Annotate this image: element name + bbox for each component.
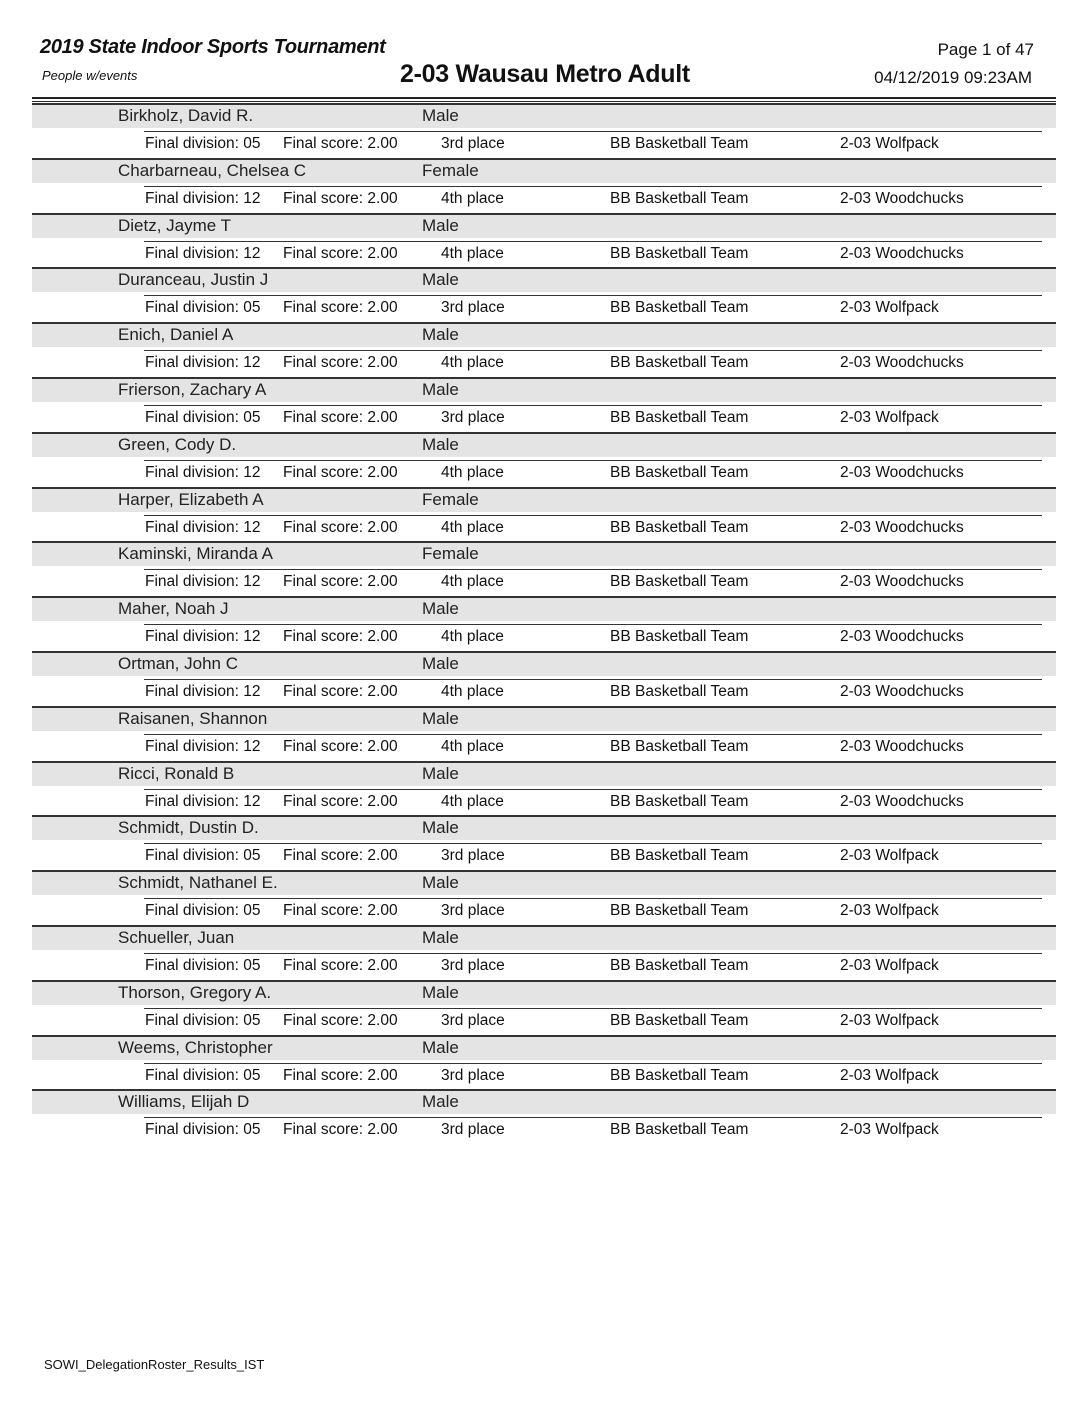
tournament-title: 2019 State Indoor Sports Tournament: [40, 36, 386, 58]
event-name: BB Basketball Team: [610, 1011, 749, 1029]
person-gender: Male: [422, 818, 459, 838]
score-label: Final score:: [283, 463, 368, 481]
score-label: Final score:: [283, 628, 368, 646]
division-label: Final division:: [145, 956, 244, 974]
place: 4th place: [441, 573, 504, 591]
division-label: Final division:: [145, 1121, 244, 1139]
score-label: Final score:: [283, 135, 368, 152]
list-item: [32, 980, 1056, 1035]
person-row: [32, 103, 1056, 128]
person-gender: Male: [422, 708, 459, 728]
person-row: [32, 322, 1056, 347]
event-name: BB Basketball Team: [610, 628, 749, 646]
event-name: BB Basketball Team: [610, 682, 749, 700]
person-gender: Male: [422, 599, 459, 619]
event-name: BB Basketball Team: [610, 244, 749, 262]
event-name: BB Basketball Team: [610, 189, 749, 207]
person-name: Charbarneau, Chelsea C: [118, 160, 307, 180]
event-divider: [144, 898, 1042, 899]
place: 3rd place: [441, 956, 505, 974]
final-score: [283, 902, 398, 920]
score-value: 2.00: [367, 1066, 398, 1084]
team-name: 2-03 Woodchucks: [840, 573, 964, 591]
final-division: [145, 847, 260, 865]
score-value: 2.00: [367, 1011, 398, 1029]
final-division: [145, 957, 260, 975]
person-gender: Male: [422, 1037, 459, 1057]
list-item: [32, 870, 1056, 925]
event-divider: [144, 295, 1042, 296]
event-name: BB Basketball Team: [610, 1066, 749, 1084]
person-gender: Male: [422, 927, 459, 947]
final-division: [145, 738, 260, 756]
division-label: Final division:: [145, 902, 244, 920]
division-value: 05: [243, 902, 261, 920]
place: 3rd place: [441, 1011, 505, 1029]
event-divider: [144, 734, 1042, 735]
place: 3rd place: [441, 408, 505, 426]
list-item: [32, 267, 1056, 322]
event-row: [32, 1008, 1056, 1032]
event-divider: [144, 350, 1042, 351]
event-row: [32, 241, 1056, 265]
event-row: [32, 515, 1056, 539]
person-row: [32, 541, 1056, 566]
roster-list: [32, 103, 1056, 1144]
final-score: [283, 409, 398, 427]
division-value: 12: [243, 682, 261, 700]
score-value: 2.00: [367, 682, 398, 700]
final-score: [283, 847, 398, 865]
event-name: BB Basketball Team: [610, 792, 749, 810]
event-row: [32, 569, 1056, 593]
event-divider: [144, 789, 1042, 790]
event-name: BB Basketball Team: [610, 737, 749, 755]
final-score: [283, 1121, 398, 1139]
place: 4th place: [441, 682, 504, 700]
final-score: [283, 464, 398, 482]
person-row: [32, 267, 1056, 292]
team-name: 2-03 Wolfpack: [840, 1121, 939, 1139]
event-row: [32, 789, 1056, 813]
event-name: BB Basketball Team: [610, 573, 749, 591]
division-value: 12: [243, 573, 261, 591]
event-name: BB Basketball Team: [610, 354, 749, 372]
team-name: 2-03 Woodchucks: [840, 244, 964, 262]
person-row: [32, 213, 1056, 238]
event-divider: [144, 953, 1042, 954]
score-value: 2.00: [367, 518, 398, 536]
event-divider: [144, 624, 1042, 625]
team-name: 2-03 Woodchucks: [840, 682, 964, 700]
place: 3rd place: [441, 135, 505, 152]
person-gender: Male: [422, 379, 459, 399]
team-name: 2-03 Woodchucks: [840, 189, 964, 207]
person-row: [32, 432, 1056, 457]
person-name: Ortman, John C: [118, 653, 238, 673]
final-division: [145, 573, 260, 591]
person-gender: Male: [422, 434, 459, 454]
event-name: BB Basketball Team: [610, 299, 749, 317]
score-value: 2.00: [367, 792, 398, 810]
place: 4th place: [441, 628, 504, 646]
score-value: 2.00: [367, 135, 398, 152]
event-row: [32, 679, 1056, 703]
division-value: 12: [243, 354, 261, 372]
event-name: BB Basketball Team: [610, 135, 749, 152]
place: 4th place: [441, 518, 504, 536]
team-name: 2-03 Wolfpack: [840, 956, 939, 974]
division-value: 12: [243, 628, 261, 646]
person-gender: Male: [422, 215, 459, 235]
score-label: Final score:: [283, 573, 368, 591]
person-name: Williams, Elijah D: [118, 1092, 250, 1112]
place: 4th place: [441, 189, 504, 207]
person-gender: Male: [422, 270, 459, 290]
header-rule-secondary: [32, 101, 1056, 102]
list-item: [32, 596, 1056, 651]
list-item: [32, 651, 1056, 706]
place: 4th place: [441, 354, 504, 372]
division-value: 05: [243, 299, 261, 317]
division-label: Final division:: [145, 792, 244, 810]
score-value: 2.00: [367, 189, 398, 207]
person-name: Duranceau, Justin J: [118, 270, 269, 290]
person-row: [32, 487, 1056, 512]
person-row: [32, 925, 1056, 950]
division-label: Final division:: [145, 244, 244, 262]
score-label: Final score:: [283, 956, 368, 974]
event-name: BB Basketball Team: [610, 956, 749, 974]
score-value: 2.00: [367, 902, 398, 920]
list-item: [32, 1089, 1056, 1144]
score-label: Final score:: [283, 244, 368, 262]
final-score: [283, 683, 398, 701]
event-divider: [144, 1117, 1042, 1118]
report-id: SOWI_DelegationRoster_Results_IST: [44, 1357, 265, 1372]
event-name: BB Basketball Team: [610, 463, 749, 481]
final-division: [145, 464, 260, 482]
team-name: 2-03 Woodchucks: [840, 737, 964, 755]
person-gender: Male: [422, 982, 459, 1002]
team-name: 2-03 Woodchucks: [840, 518, 964, 536]
person-name: Frierson, Zachary A: [118, 379, 267, 399]
score-label: Final score:: [283, 1121, 368, 1139]
person-row: [32, 377, 1056, 402]
division-label: Final division:: [145, 1066, 244, 1084]
event-divider: [144, 405, 1042, 406]
score-value: 2.00: [367, 956, 398, 974]
person-row: [32, 158, 1056, 183]
final-score: [283, 573, 398, 591]
division-label: Final division:: [145, 354, 244, 372]
person-row: [32, 651, 1056, 676]
place: 4th place: [441, 244, 504, 262]
final-score: [283, 628, 398, 646]
person-row: [32, 596, 1056, 621]
final-division: [145, 190, 260, 208]
person-name: Kaminski, Miranda A: [118, 544, 273, 564]
event-divider: [144, 515, 1042, 516]
person-row: [32, 1035, 1056, 1060]
list-item: [32, 322, 1056, 377]
list-item: [32, 815, 1056, 870]
final-score: [283, 245, 398, 263]
event-divider: [144, 569, 1042, 570]
event-row: [32, 1063, 1056, 1087]
event-row: [32, 898, 1056, 922]
person-row: [32, 706, 1056, 731]
score-value: 2.00: [367, 354, 398, 372]
person-name: Harper, Elizabeth A: [118, 489, 264, 509]
division-label: Final division:: [145, 737, 244, 755]
place: 4th place: [441, 737, 504, 755]
final-division: [145, 1121, 260, 1139]
score-value: 2.00: [367, 737, 398, 755]
score-label: Final score:: [283, 354, 368, 372]
report-subtitle: People w/events: [42, 68, 138, 83]
score-label: Final score:: [283, 408, 368, 426]
place: 3rd place: [441, 902, 505, 920]
score-label: Final score:: [283, 1066, 368, 1084]
person-gender: Male: [422, 763, 459, 783]
division-value: 12: [243, 737, 261, 755]
division-label: Final division:: [145, 135, 244, 152]
score-value: 2.00: [367, 244, 398, 262]
event-divider: [144, 186, 1042, 187]
person-gender: Female: [422, 544, 479, 564]
division-value: 05: [243, 1121, 261, 1139]
list-item: [32, 761, 1056, 816]
event-row: [32, 624, 1056, 648]
person-row: [32, 980, 1056, 1005]
final-division: [145, 519, 260, 537]
person-gender: Female: [422, 489, 479, 509]
person-name: Enich, Daniel A: [118, 325, 234, 345]
person-gender: Male: [422, 106, 459, 125]
division-label: Final division:: [145, 682, 244, 700]
final-division: [145, 628, 260, 646]
score-label: Final score:: [283, 682, 368, 700]
score-label: Final score:: [283, 518, 368, 536]
event-row: [32, 186, 1056, 210]
person-row: [32, 815, 1056, 840]
score-label: Final score:: [283, 299, 368, 317]
score-value: 2.00: [367, 847, 398, 865]
score-value: 2.00: [367, 463, 398, 481]
score-label: Final score:: [283, 847, 368, 865]
event-row: [32, 131, 1056, 155]
division-value: 12: [243, 244, 261, 262]
list-item: [32, 706, 1056, 761]
score-label: Final score:: [283, 189, 368, 207]
event-row: [32, 460, 1056, 484]
final-score: [283, 1012, 398, 1030]
event-divider: [144, 460, 1042, 461]
final-division: [145, 683, 260, 701]
division-value: 05: [243, 956, 261, 974]
place: 3rd place: [441, 1066, 505, 1084]
final-score: [283, 1067, 398, 1085]
list-item: [32, 1035, 1056, 1090]
list-item: [32, 158, 1056, 213]
division-label: Final division:: [145, 189, 244, 207]
person-name: Raisanen, Shannon: [118, 708, 268, 728]
event-divider: [144, 679, 1042, 680]
division-value: 12: [243, 463, 261, 481]
division-label: Final division:: [145, 518, 244, 536]
event-name: BB Basketball Team: [610, 902, 749, 920]
final-score: [283, 135, 398, 153]
person-name: Green, Cody D.: [118, 434, 237, 454]
event-row: [32, 295, 1056, 319]
event-row: [32, 843, 1056, 867]
person-row: [32, 761, 1056, 786]
list-item: [32, 487, 1056, 542]
header-rule: [32, 97, 1056, 99]
team-name: 2-03 Woodchucks: [840, 354, 964, 372]
event-row: [32, 953, 1056, 977]
event-row: [32, 405, 1056, 429]
score-label: Final score:: [283, 792, 368, 810]
final-division: [145, 135, 260, 153]
score-label: Final score:: [283, 737, 368, 755]
division-label: Final division:: [145, 847, 244, 865]
division-label: Final division:: [145, 299, 244, 317]
place: 4th place: [441, 463, 504, 481]
place: 3rd place: [441, 847, 505, 865]
list-item: [32, 377, 1056, 432]
event-name: BB Basketball Team: [610, 408, 749, 426]
division-value: 05: [243, 408, 261, 426]
place: 3rd place: [441, 299, 505, 317]
list-item: [32, 432, 1056, 487]
event-divider: [144, 843, 1042, 844]
person-gender: Male: [422, 325, 459, 345]
team-name: 2-03 Woodchucks: [840, 463, 964, 481]
event-row: [32, 1117, 1056, 1141]
person-gender: Male: [422, 1092, 459, 1112]
team-name: 2-03 Wolfpack: [840, 847, 939, 865]
score-value: 2.00: [367, 628, 398, 646]
score-value: 2.00: [367, 408, 398, 426]
report-datetime: 04/12/2019 09:23AM: [874, 68, 1032, 87]
person-name: Ricci, Ronald B: [118, 763, 235, 783]
event-row: [32, 350, 1056, 374]
final-division: [145, 793, 260, 811]
division-label: Final division:: [145, 463, 244, 481]
score-value: 2.00: [367, 573, 398, 591]
person-name: Birkholz, David R.: [118, 106, 254, 125]
team-name: 2-03 Woodchucks: [840, 628, 964, 646]
final-score: [283, 793, 398, 811]
final-score: [283, 519, 398, 537]
event-divider: [144, 131, 1042, 132]
team-name: 2-03 Wolfpack: [840, 299, 939, 317]
person-gender: Male: [422, 653, 459, 673]
final-score: [283, 190, 398, 208]
list-item: [32, 103, 1056, 158]
final-division: [145, 245, 260, 263]
team-name: 2-03 Wolfpack: [840, 1066, 939, 1084]
person-name: Schmidt, Dustin D.: [118, 818, 259, 838]
division-value: 12: [243, 792, 261, 810]
team-name: 2-03 Woodchucks: [840, 792, 964, 810]
division-value: 12: [243, 518, 261, 536]
final-division: [145, 1012, 260, 1030]
person-gender: Male: [422, 873, 459, 893]
division-label: Final division:: [145, 1011, 244, 1029]
final-division: [145, 1067, 260, 1085]
final-division: [145, 902, 260, 920]
person-row: [32, 870, 1056, 895]
division-value: 05: [243, 135, 261, 152]
event-row: [32, 734, 1056, 758]
final-score: [283, 354, 398, 372]
division-value: 05: [243, 1066, 261, 1084]
final-score: [283, 738, 398, 756]
final-division: [145, 299, 260, 317]
division-label: Final division:: [145, 573, 244, 591]
list-item: [32, 925, 1056, 980]
person-gender: Female: [422, 160, 479, 180]
team-name: 2-03 Wolfpack: [840, 902, 939, 920]
person-row: [32, 1089, 1056, 1114]
division-label: Final division:: [145, 408, 244, 426]
person-name: Schmidt, Nathanel E.: [118, 873, 278, 893]
final-score: [283, 957, 398, 975]
list-item: [32, 541, 1056, 596]
person-name: Schueller, Juan: [118, 927, 235, 947]
division-label: Final division:: [145, 628, 244, 646]
division-value: 05: [243, 847, 261, 865]
score-label: Final score:: [283, 1011, 368, 1029]
final-division: [145, 409, 260, 427]
score-value: 2.00: [367, 299, 398, 317]
final-score: [283, 299, 398, 317]
place: 3rd place: [441, 1121, 505, 1139]
event-divider: [144, 1063, 1042, 1064]
event-name: BB Basketball Team: [610, 518, 749, 536]
event-divider: [144, 1008, 1042, 1009]
person-name: Weems, Christopher: [118, 1037, 273, 1057]
team-name: 2-03 Wolfpack: [840, 135, 939, 152]
person-name: Dietz, Jayme T: [118, 215, 232, 235]
division-value: 05: [243, 1011, 261, 1029]
event-name: BB Basketball Team: [610, 1121, 749, 1139]
event-divider: [144, 241, 1042, 242]
team-name: 2-03 Wolfpack: [840, 408, 939, 426]
final-division: [145, 354, 260, 372]
list-item: [32, 213, 1056, 268]
score-value: 2.00: [367, 1121, 398, 1139]
person-name: Maher, Noah J: [118, 599, 229, 619]
division-value: 12: [243, 189, 261, 207]
team-name: 2-03 Wolfpack: [840, 1011, 939, 1029]
page-number: Page 1 of 47: [937, 40, 1034, 59]
place: 4th place: [441, 792, 504, 810]
score-label: Final score:: [283, 902, 368, 920]
event-name: BB Basketball Team: [610, 847, 749, 865]
person-name: Thorson, Gregory A.: [118, 982, 272, 1002]
delegation-name: 2-03 Wausau Metro Adult: [400, 60, 690, 88]
